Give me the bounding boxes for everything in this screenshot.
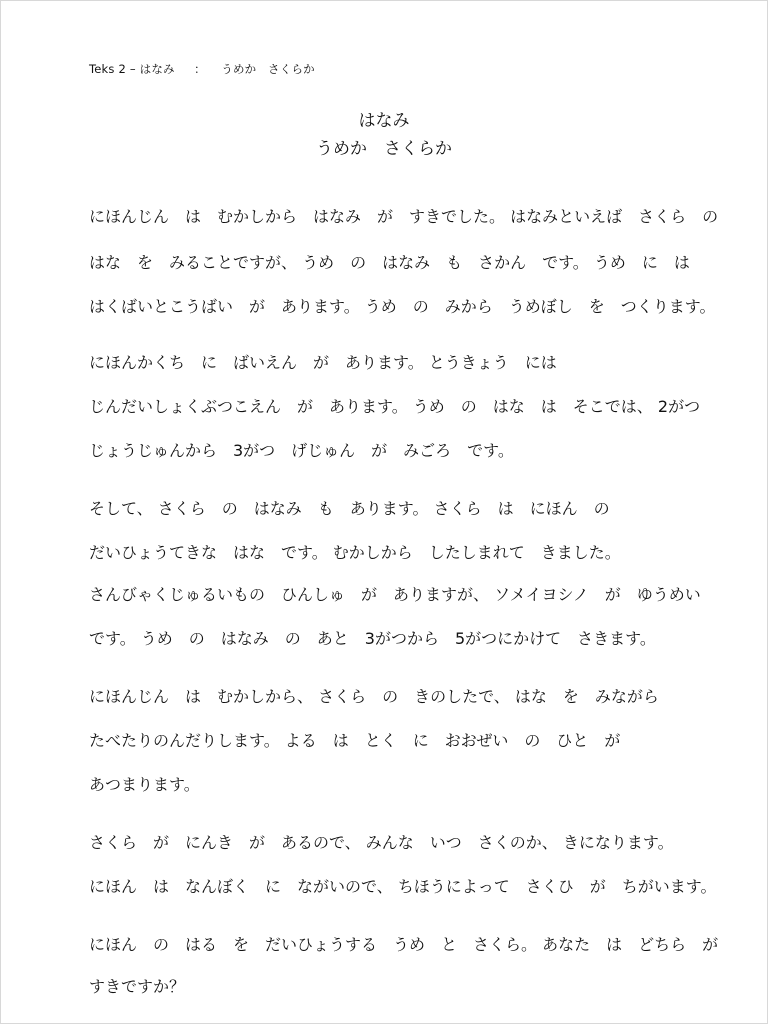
paragraph-4-line-1: にほんじん は むかしから、 さくら の きのしたで、 はな を みながら [89, 687, 659, 706]
title-block [1, 107, 767, 163]
title-sub: うめか さくらか [316, 139, 452, 159]
paragraph-4-line-3: あつまります。 [89, 775, 200, 794]
paragraph-1-line-3: はくばいとこうばい が あります。 うめ の みから うめぼし を つくります。 [89, 297, 716, 316]
paragraph-5-line-2: にほん は なんぼく に ながいので、 ちほうによって さくひ が ちがいます。 [89, 877, 717, 896]
paragraph-4-line-2: たべたりのんだりします。 よる は とく に おおぜい の ひと が [89, 731, 621, 750]
paragraph-6-line-2: すきですか？ [89, 977, 186, 996]
paragraph-6-line-1: にほん の はる を だいひょうする うめ と さくら。 あなた は どちら が [89, 935, 719, 954]
document-header: Teks 2 – はなみ ： うめか さくらか [89, 62, 315, 76]
title-main: はなみ [358, 111, 410, 131]
paragraph-2-line-1: にほんかくち に ばいえん が あります。 とうきょう には [89, 353, 557, 372]
paragraph-3-line-1: そして、 さくら の はなみ も あります。 さくら は にほん の [89, 499, 610, 518]
paragraph-3-line-3: さんびゃくじゅるいもの ひんしゅ が ありますが、 ソメイヨシノ が ゆうめい [89, 585, 701, 604]
paragraph-3-line-2: だいひょうてきな はな です。 むかしから したしまれて きました。 [89, 543, 621, 562]
paragraph-2-line-2: じんだいしょくぶつこえん が あります。 うめ の はな は そこでは、 2がつ [89, 397, 701, 416]
paragraph-1-line-2: はな を みることですが、 うめ の はなみ も さかん です。 うめ に は [89, 253, 690, 272]
paragraph-2-line-3: じょうじゅんから 3がつ げじゅん が みごろ です。 [89, 441, 514, 460]
paragraph-3-line-4: です。 うめ の はなみ の あと 3がつから 5がつにかけて さきます。 [89, 629, 656, 648]
paragraph-1-line-1: にほんじん は むかしから はなみ が すきでした。 はなみといえば さくら の [89, 207, 719, 226]
paragraph-5-line-1: さくら が にんき が あるので、 みんな いつ さくのか、 きになります。 [89, 833, 674, 852]
